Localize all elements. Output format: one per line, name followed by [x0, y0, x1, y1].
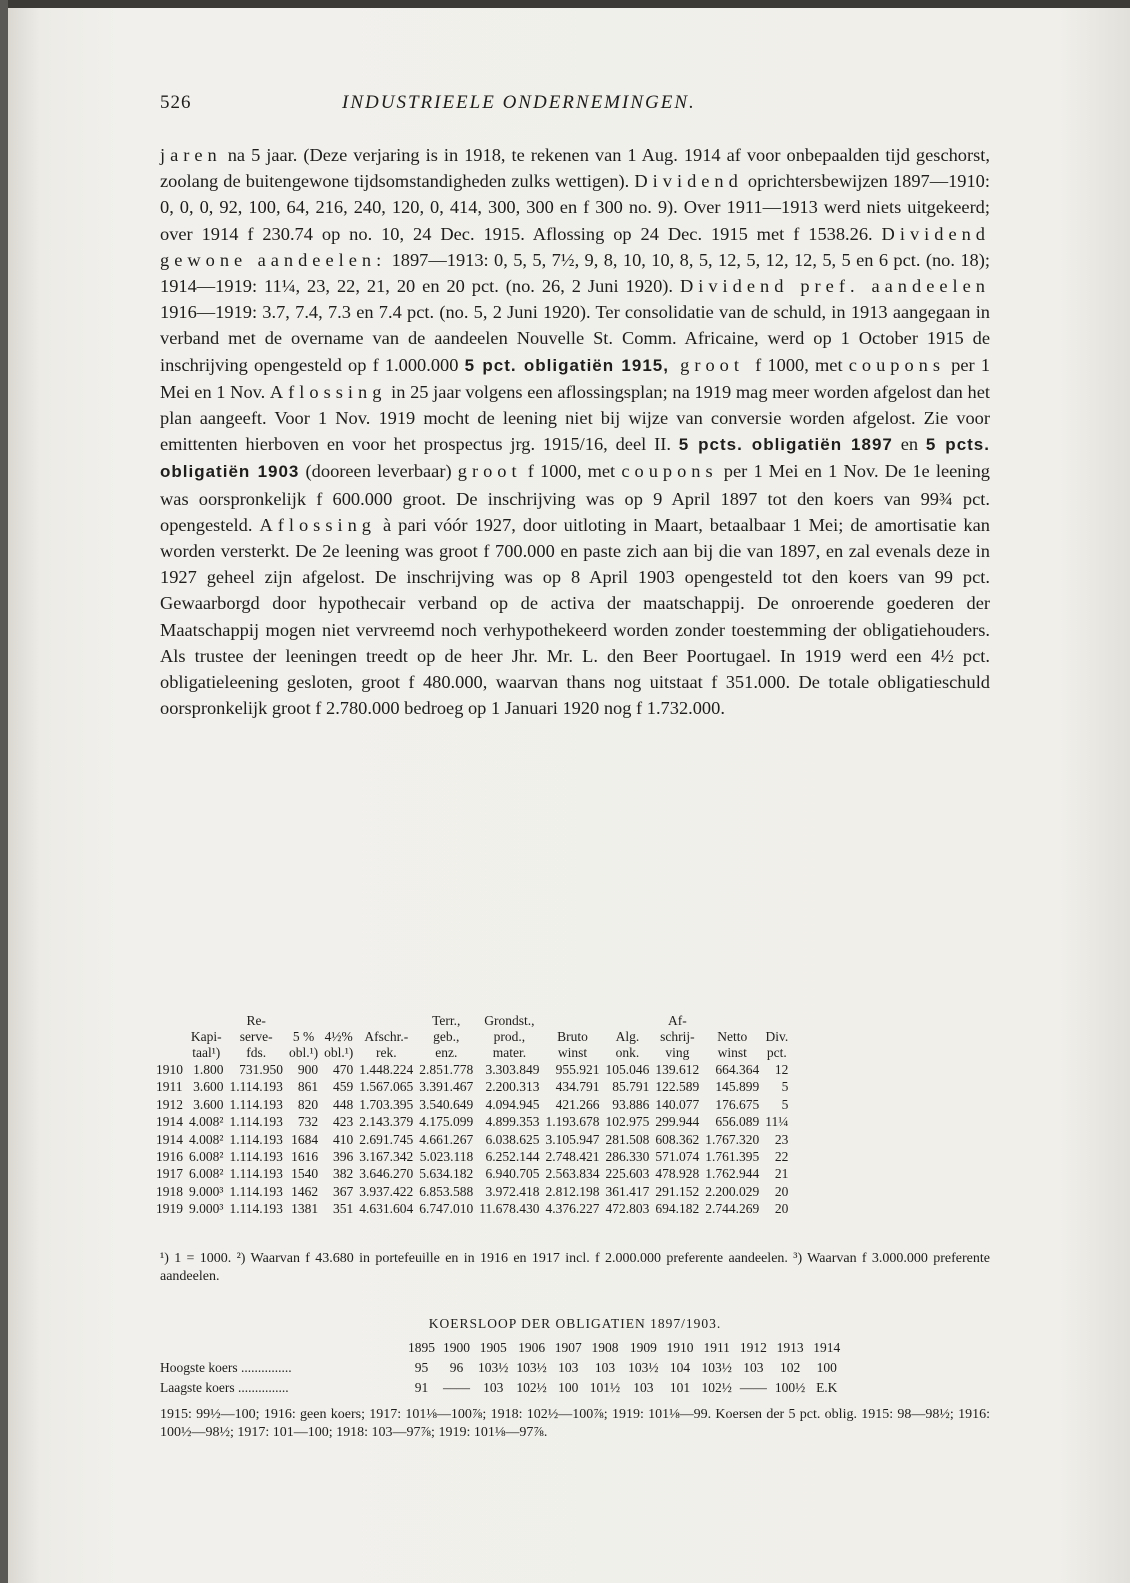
table-cell: 5.023.118: [419, 1149, 474, 1165]
spaced-term: jaren: [160, 145, 222, 165]
table-cell: 4.094.945: [485, 1096, 540, 1112]
table-cell: 20: [774, 1183, 789, 1199]
table-cell: 448: [333, 1096, 354, 1112]
table-cell: 6.038.625: [485, 1131, 540, 1147]
table-cell: 571.074: [655, 1149, 700, 1165]
table-cell: 423: [333, 1114, 354, 1130]
table-cell: 1.114.193: [229, 1166, 283, 1182]
table-cell: 1540: [291, 1166, 319, 1182]
table-row: [156, 1148, 791, 1165]
koers-table: [156, 1338, 844, 1398]
table-cell: 2.812.198: [545, 1183, 600, 1199]
table-cell: 5.634.182: [419, 1166, 474, 1182]
koers-year-header: 1907: [554, 1340, 582, 1355]
koers-cell: 102½: [701, 1380, 732, 1395]
koers-cell: E.K: [816, 1380, 838, 1395]
table-cell: 286.330: [605, 1149, 650, 1165]
body-paragraph: [160, 142, 990, 721]
table-cell: 1.114.193: [229, 1201, 283, 1217]
koers-cell: 104: [669, 1360, 691, 1375]
table-cell: 4.899.353: [485, 1114, 540, 1130]
table-cell: 291.152: [655, 1183, 700, 1199]
koers-cell: 101½: [589, 1380, 621, 1395]
table-cell: 2.563.834: [545, 1166, 600, 1182]
text-run: na 5 jaar. (Deze verjaring is in 1918, te rekenen van 1 Aug. 1914 af voor onbepaalden tijd geschorst, zoolang de buitengewone tijdsomstandigheden zulks wettigen).: [160, 145, 990, 192]
table-cell: 656.089: [715, 1114, 760, 1130]
table-cell: 900: [297, 1062, 319, 1077]
table-cell: 6.853.588: [419, 1183, 474, 1199]
table-cell: 4.008²: [189, 1131, 224, 1147]
table-cell: 176.675: [715, 1096, 760, 1112]
page-header: [160, 88, 990, 118]
koers-cell: 102½: [516, 1380, 547, 1395]
table-cell: 820: [297, 1096, 319, 1112]
table-cell: 12: [774, 1062, 789, 1077]
year-cell: 1912: [156, 1096, 183, 1112]
table-cell: 1.762.944: [705, 1166, 760, 1182]
table-cell: 11¼: [765, 1114, 789, 1130]
table-cell: 20: [774, 1201, 789, 1217]
table-body: [156, 1061, 791, 1218]
spaced-term: Dividend: [634, 171, 743, 192]
year-cell: 1919: [156, 1201, 183, 1217]
koers-year-header: 1906: [518, 1340, 546, 1355]
koers-cell: 100: [558, 1380, 579, 1395]
table-cell: 4.175.099: [419, 1114, 474, 1130]
table-cell: 1.114.193: [229, 1149, 283, 1165]
column-header: Div. pct.: [765, 1029, 789, 1060]
scan-top-edge: [0, 0, 1130, 8]
koers-cell: 103: [633, 1380, 654, 1395]
year-cell: 1910: [156, 1062, 183, 1077]
table-cell: 299.944: [655, 1114, 700, 1130]
table-cell: 367: [333, 1183, 354, 1199]
table-cell: 470: [333, 1062, 354, 1077]
table-cell: 694.182: [655, 1201, 700, 1217]
column-header: [156, 1013, 186, 1061]
table-cell: 4.631.604: [359, 1201, 414, 1217]
table-cell: 1.114.193: [229, 1183, 283, 1199]
koers-row: [156, 1378, 844, 1398]
koers-year-header: 1911: [703, 1340, 730, 1355]
table-cell: 3.937.422: [359, 1183, 414, 1199]
koers-year-header: 1905: [479, 1340, 507, 1355]
year-cell: 1914: [156, 1114, 183, 1130]
koers-body: [156, 1358, 844, 1398]
table-cell: 4.661.267: [419, 1131, 474, 1147]
koers-year-header: 1895: [408, 1340, 435, 1355]
table-cell: 3.391.467: [419, 1079, 474, 1095]
column-header: Alg. onk.: [615, 1029, 640, 1060]
spaced-term: groot: [457, 461, 522, 482]
table-cell: 85.791: [612, 1079, 650, 1095]
table-cell: 102.975: [605, 1114, 650, 1130]
koers-cell: 103: [483, 1380, 504, 1395]
text-run: in 25 jaar volgens een aflossingsplan; na 1919 mag meer worden afgelost dan het plan aangeeft. Voor 1 Nov. 1919 mocht de leening niet bij wijze van conversie worden afgelost. Zie voor emittenten hierboven en voor het prospectus jrg. 1915/16, deel II.: [160, 381, 990, 455]
koers-cell: 103½: [628, 1360, 659, 1375]
text-run: 1916—1919: 3.7, 7.4, 7.3 en 7.4 pct. (no. 5, 2 Juni 1920). Ter consolidatie van de schuld, in 1913 aangegaan in verband met de overname van de aandeelen Nouvelle St. Comm. Africaine, werd op 1 October 1915 de inschrijving opengesteld op f 1.000.000: [160, 302, 990, 375]
koers-cell: ——: [739, 1380, 767, 1395]
year-cell: 1916: [156, 1149, 183, 1165]
spaced-term: coupons: [848, 354, 946, 375]
koers-cell: 103½: [478, 1360, 509, 1375]
text-run: 1897—1913: 0, 5, 5, 7½, 9, 8, 10, 10, 8, 5, 12, 5, 12, 12, 5, 5 en 6 pct. (no. 18); 1914—1919: 11¼, 23, 22, 21, 20 en 20 pct. (no. 26, 2 Juni 1920).: [160, 249, 990, 297]
table-cell: 351: [333, 1201, 354, 1217]
table-cell: 122.589: [655, 1079, 700, 1095]
table-cell: 2.851.778: [419, 1062, 474, 1077]
table-cell: 6.008²: [189, 1149, 224, 1165]
paragraph: [160, 142, 990, 721]
table-cell: 9.000³: [189, 1201, 224, 1217]
table-cell: 1462: [291, 1183, 319, 1199]
koers-row-label: Hoogste koers ...............: [160, 1360, 292, 1375]
spaced-term: Dividend gewone aandeelen:: [160, 223, 990, 270]
table-cell: 1.193.678: [545, 1114, 600, 1130]
spaced-term: coupons: [621, 461, 718, 482]
table-cell: 5: [781, 1096, 789, 1112]
table-cell: 1.761.395: [705, 1149, 760, 1165]
table-cell: 1.114.193: [229, 1096, 283, 1112]
table-cell: 2.691.745: [359, 1131, 414, 1147]
table-row: [156, 1131, 791, 1148]
column-header: Netto winst: [717, 1029, 748, 1060]
table-cell: 3.303.849: [485, 1062, 540, 1077]
table-cell: 382: [333, 1166, 354, 1182]
bold-heading: 5 pcts. obligatiën 1897: [678, 435, 893, 455]
table-cell: 955.921: [555, 1062, 600, 1077]
table-cell: 1381: [291, 1201, 319, 1217]
page-number: 526: [160, 92, 192, 113]
koers-year-header: 1912: [739, 1340, 767, 1355]
table-cell: 4.008²: [189, 1114, 224, 1130]
table-row: [156, 1096, 791, 1113]
footnote-text: ¹) 1 = 1000. ²) Waarvan f 43.680 in portefeuille en in 1916 en 1917 incl. f 2.000.000 preferente aandeelen. ³) Waarvan f 3.000.000 preferente aandeelen.: [160, 1251, 990, 1284]
table-cell: 3.972.418: [485, 1183, 540, 1199]
running-title: INDUSTRIEELE ONDERNEMINGEN.: [342, 92, 696, 113]
table-header-row: [156, 1013, 791, 1061]
table-cell: 1.703.395: [359, 1096, 414, 1112]
table-cell: 11.678.430: [479, 1201, 540, 1217]
table-cell: 1.114.193: [229, 1079, 283, 1095]
table-row: [156, 1078, 791, 1095]
table-cell: 1.767.320: [705, 1131, 760, 1147]
scan-left-edge: [0, 0, 8, 1583]
table-cell: 23: [774, 1131, 789, 1147]
table-cell: 145.899: [715, 1079, 760, 1095]
koers-corner: [156, 1338, 404, 1358]
koers-cell: 96: [449, 1360, 464, 1375]
table-cell: 664.364: [715, 1062, 760, 1077]
table-row: [156, 1200, 791, 1217]
koers-cell: 102: [779, 1360, 801, 1375]
koers-cell: 103: [558, 1360, 579, 1375]
table-row: [156, 1165, 791, 1182]
table-cell: 434.791: [555, 1079, 600, 1095]
koers-table-wrap: [156, 1338, 996, 1398]
table-cell: 2.200.313: [485, 1079, 540, 1095]
table-cell: 472.803: [605, 1201, 650, 1217]
column-header: Terr., geb., enz.: [432, 1013, 461, 1060]
koers-title: KOERSLOOP DER OBLIGATIEN 1897/1903.: [428, 1316, 722, 1331]
table-cell: 608.362: [655, 1131, 700, 1147]
spaced-term: groot: [668, 354, 756, 375]
column-header: 5 % obl.¹): [288, 1029, 319, 1060]
table-cell: 361.417: [605, 1183, 650, 1199]
year-cell: 1914: [156, 1131, 183, 1147]
column-header: Re- serve- fds.: [239, 1013, 273, 1060]
table-cell: 421.266: [555, 1096, 600, 1112]
koers-cell: 103½: [516, 1360, 547, 1375]
table-cell: 22: [774, 1149, 789, 1165]
table-cell: 731.950: [239, 1062, 283, 1077]
column-header: Bruto winst: [557, 1029, 588, 1060]
table-cell: 1.800: [193, 1062, 224, 1077]
table-cell: 3.540.649: [419, 1096, 474, 1112]
koers-year-header: 1900: [443, 1340, 470, 1355]
text-run: f 1000, met: [755, 354, 849, 375]
koers-cell: 101: [669, 1380, 691, 1395]
table-cell: 2.748.421: [545, 1149, 600, 1165]
financial-table-wrap: [156, 1013, 996, 1218]
table-cell: 139.612: [655, 1062, 700, 1077]
koers-row: [156, 1358, 844, 1378]
table-cell: 3.105.947: [545, 1131, 600, 1147]
table-cell: 225.603: [605, 1166, 650, 1182]
spaced-term: Dividend pref. aandeelen: [679, 276, 990, 297]
koers-year-header: 1909: [629, 1340, 657, 1355]
footnotes: [160, 1250, 990, 1286]
table-cell: 732: [297, 1114, 319, 1130]
table-cell: 5: [781, 1079, 789, 1095]
table-row: [156, 1061, 791, 1078]
table-cell: 6.940.705: [485, 1166, 540, 1182]
financial-table: [156, 1013, 791, 1218]
table-cell: 21: [774, 1166, 789, 1182]
koers-header-row: [156, 1338, 844, 1358]
table-cell: 1.114.193: [229, 1114, 283, 1130]
table-cell: 410: [333, 1131, 354, 1147]
koers-row-label: Laagste koers ...............: [160, 1380, 289, 1395]
table-cell: 1684: [291, 1131, 319, 1147]
column-header: 4½% obl.¹): [324, 1029, 354, 1060]
text-run: per 1 Mei en 1 Nov. De 1e leening was oorspronkelijk f 600.000 groot. De inschrijving was op 9 April 1897 tot den koers van 99¾ pct. opengesteld.: [160, 461, 990, 535]
spaced-term: Aflossing: [259, 514, 376, 535]
koers-year-header: 1913: [776, 1340, 804, 1355]
koers-cell: 95: [414, 1360, 429, 1375]
koers-cell: 91: [414, 1380, 429, 1395]
column-header: Kapi- taal¹): [190, 1029, 222, 1060]
table-cell: 3.600: [193, 1079, 224, 1095]
column-header: Afschr.- rek.: [364, 1029, 409, 1060]
text-run: per 1 Mei en 1 Nov.: [160, 354, 991, 402]
koers-note-text: 1915: 99½—100; 1916: geen koers; 1917: 101⅛—100⅞; 1918: 102½—100⅞; 1919: 101⅛—99. Koersen der 5 pct. oblig. 1915: 98—98½; 1916: 100½—98½; 1917: 101—100; 1918: 103—97⅞; 1919: 101⅛—97⅞.: [160, 1407, 990, 1440]
bold-heading: 5 pcts. obligatiën 1903: [160, 435, 990, 482]
table-cell: 1616: [291, 1149, 319, 1165]
table-cell: 6.008²: [189, 1166, 224, 1182]
year-cell: 1911: [156, 1079, 183, 1095]
koers-cell: 103: [743, 1360, 764, 1375]
table-row: [156, 1183, 791, 1200]
koers-cell: 100½: [774, 1380, 806, 1395]
table-cell: 9.000³: [189, 1183, 224, 1199]
bold-heading: 5 pct. obligatiën 1915,: [464, 355, 669, 375]
table-cell: 3.167.342: [359, 1149, 414, 1165]
table-cell: 281.508: [605, 1131, 650, 1147]
koers-year-header: 1910: [666, 1340, 694, 1355]
table-row: [156, 1113, 791, 1130]
koers-cell: 103½: [701, 1360, 732, 1375]
table-cell: 861: [297, 1079, 319, 1095]
table-cell: 6.252.144: [485, 1149, 540, 1165]
text-run: (dooreen leverbaar): [299, 461, 458, 482]
koers-year-header: 1914: [813, 1340, 841, 1355]
table-cell: 6.747.010: [419, 1201, 474, 1217]
table-cell: 4.376.227: [545, 1201, 600, 1217]
table-cell: 1.448.224: [359, 1062, 414, 1077]
column-header: Af- schrij- ving: [660, 1013, 695, 1060]
table-cell: 459: [333, 1079, 354, 1095]
koers-cell: 103: [594, 1360, 616, 1375]
table-cell: 3.600: [193, 1096, 224, 1112]
table-cell: 2.143.379: [359, 1114, 414, 1130]
table-cell: 93.886: [612, 1096, 650, 1112]
table-cell: 1.114.193: [229, 1131, 283, 1147]
koers-cell: 100: [816, 1360, 837, 1375]
table-cell: 478.928: [655, 1166, 700, 1182]
column-header: Grondst., prod., mater.: [484, 1013, 535, 1060]
text-run: f 1000, met: [521, 461, 622, 482]
koers-cell: ——: [443, 1380, 470, 1395]
text-run: oprichtersbewijzen 1897—1910: 0, 0, 0, 92, 100, 64, 216, 240, 120, 0, 414, 300, 300 en f 300 no. 9). Over 1911—1913 werd niets uitgekeerd; over 1914 f 230.74 op no. 10, 24 Dec. 1915. Aflossing op 24 Dec. 1915 met f 1538.26.: [160, 171, 990, 244]
table-cell: 396: [333, 1149, 354, 1165]
table-cell: 1.567.065: [359, 1079, 414, 1095]
table-cell: 3.646.270: [359, 1166, 414, 1182]
table-cell: 2.200.029: [705, 1183, 760, 1199]
year-cell: 1918: [156, 1183, 183, 1199]
koers-year-header: 1908: [591, 1340, 619, 1355]
text-run: à pari vóór 1927, door uitloting in Maart, betaalbaar 1 Mei; de amortisatie kan worden versterkt. De 2e leening was groot f 700.000 en paste zich aan bij die van 1897, en zal evenals deze in 1927 geheel zijn afgelost. De inschrijving was op 8 April 1903 opengesteld tot den koers van 99 pct. Gewaarborgd door hypothecair verband op de activa der maatschappij. De onroerende goederen der Maatschappij mogen niet vervreemd noch verhypothekeerd worden zonder toestemming der obligatiehouders. Als trustee der leeningen treedt op de heer Jhr. Mr. L. den Beer Poortugael. In 1919 werd een 4½ pct. obligatieleening gesloten, groot f 480.000, waarvan thans nog uitstaat f 351.000. De totale obligatieschuld oorspronkelijk groot f 2.780.000 bedroeg op 1 Januari 1920 nog f 1.732.000.: [160, 514, 990, 719]
spaced-term: Aflossing: [269, 381, 387, 402]
table-cell: 140.077: [655, 1096, 700, 1112]
koers-notes: [160, 1406, 990, 1442]
table-cell: 2.744.269: [705, 1201, 760, 1217]
table-cell: 105.046: [605, 1062, 650, 1077]
year-cell: 1917: [156, 1166, 183, 1182]
text-run: en: [892, 434, 926, 455]
